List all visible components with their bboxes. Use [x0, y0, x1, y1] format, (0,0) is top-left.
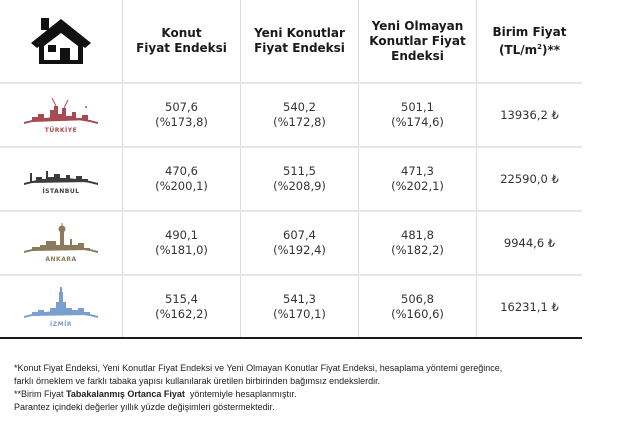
- city-logo-cell: [0, 148, 122, 210]
- birim-fiyat-value: [476, 84, 582, 146]
- city-name: ANKARA: [45, 256, 77, 263]
- index-value: 471,3: [401, 164, 434, 178]
- header-text: Fiyat Endeksi: [254, 41, 345, 55]
- annual-change: (%173,8): [155, 115, 208, 129]
- footnote-text: **Birim Fiyat: [14, 389, 67, 399]
- skyline-icon: [22, 163, 100, 187]
- yeni-value: [240, 148, 358, 210]
- footnote-line: [14, 388, 502, 401]
- index-value: 540,2: [283, 100, 316, 114]
- header-icon-cell: [0, 0, 122, 82]
- yeni-value: [240, 84, 358, 146]
- annual-change: (%202,1): [391, 179, 444, 193]
- annual-change: (%160,6): [391, 306, 444, 321]
- city-logo-cell: [0, 276, 122, 337]
- eski-value: [358, 212, 476, 274]
- footnote-line: Parantez içindeki değerler yıllık yüzde değişimleri göstermektedir.: [14, 402, 275, 412]
- annual-change: (%162,2): [155, 306, 208, 321]
- footnote-text: yöntemiyle hesaplanmıştır.: [184, 389, 297, 399]
- eski-value: [358, 148, 476, 210]
- index-value: 507,6: [165, 100, 198, 114]
- footnote-bold-text: Tabakalanmış Ortanca Fiyat: [66, 389, 185, 399]
- annual-change: (%170,1): [273, 306, 326, 321]
- table-row-istanbul: [0, 146, 582, 210]
- index-value: 515,4: [165, 291, 198, 306]
- index-value: 481,8: [401, 228, 434, 242]
- konut-value: [122, 148, 240, 210]
- izmir-skyline-logo: [22, 286, 100, 328]
- index-value: 470,6: [165, 164, 198, 178]
- skyline-icon: [22, 286, 100, 320]
- header-text: Endeksi: [391, 48, 444, 63]
- istanbul-skyline-logo: [22, 163, 100, 195]
- table-row-izmir: [0, 274, 582, 339]
- annual-change: (%200,1): [155, 179, 208, 193]
- header-text: Yeni Olmayan: [371, 18, 464, 33]
- city-name: İZMİR: [50, 320, 72, 328]
- ankara-skyline-logo: [22, 223, 100, 263]
- table-header: [0, 0, 582, 82]
- yeni-value: [240, 212, 358, 274]
- annual-change: (%172,8): [273, 115, 326, 129]
- annual-change: (%182,2): [391, 243, 444, 257]
- konut-value: [122, 276, 240, 337]
- unit-superscript: 2: [537, 42, 543, 51]
- unit-text: (TL/m: [498, 42, 538, 57]
- eski-value: [358, 84, 476, 146]
- footnote-line: farklı örneklem ve farklı tabaka yapısı kullanılarak üretilen birbirinden bağımsız endekslerdir.: [14, 376, 381, 386]
- index-value: 501,1: [401, 100, 434, 114]
- index-value: 506,8: [401, 291, 434, 306]
- header-text: Yeni Konutlar: [254, 26, 345, 40]
- annual-change: (%208,9): [273, 179, 326, 193]
- header-text: Fiyat Endeksi: [136, 41, 227, 55]
- house-icon: [29, 16, 93, 66]
- header-text: Birim Fiyat: [492, 24, 567, 39]
- eski-value: [358, 276, 476, 337]
- unit-price: 13936,2 ₺: [500, 108, 559, 122]
- unit-suffix: )**: [542, 42, 561, 57]
- footnote-line: *Konut Fiyat Endeksi, Yeni Konutlar Fiyat Endeksi ve Yeni Olmayan Konutlar Fiyat Endeksi, hesaplama yöntemi gereğince,: [14, 363, 503, 373]
- turkiye-skyline-logo: [22, 96, 100, 134]
- unit-price: 9944,6 ₺: [503, 236, 556, 250]
- index-value: 490,1: [165, 228, 198, 242]
- birim-fiyat-value: [476, 276, 582, 337]
- skyline-icon: [22, 96, 100, 126]
- table-row-ankara: [0, 210, 582, 274]
- col-header-yeni-olmayan: [358, 0, 476, 82]
- index-value: 541,3: [283, 291, 316, 306]
- city-logo-cell: [0, 212, 122, 274]
- index-value: 511,5: [283, 164, 316, 178]
- index-value: 607,4: [283, 228, 316, 242]
- header-text: [499, 40, 560, 58]
- annual-change: (%174,6): [391, 115, 444, 129]
- header-text: Konutlar Fiyat: [369, 33, 466, 48]
- col-header-yeni-konutlar: [240, 0, 358, 82]
- unit-price: 22590,0 ₺: [500, 172, 559, 186]
- city-logo-cell: [0, 84, 122, 146]
- header-text: Konut: [161, 26, 202, 40]
- yeni-value: [240, 276, 358, 337]
- konut-value: [122, 84, 240, 146]
- annual-change: (%181,0): [155, 243, 208, 257]
- birim-fiyat-value: [476, 212, 582, 274]
- konut-value: [122, 212, 240, 274]
- skyline-icon: [22, 223, 100, 255]
- footnotes: [14, 362, 502, 414]
- city-name: İSTANBUL: [42, 188, 80, 195]
- annual-change: (%192,4): [273, 243, 326, 257]
- table-row-turkiye: [0, 82, 582, 146]
- birim-fiyat-value: [476, 148, 582, 210]
- unit-price: 16231,1 ₺: [500, 299, 559, 314]
- col-header-birim-fiyat: [476, 0, 582, 82]
- city-name: TÜRKİYE: [44, 127, 78, 134]
- col-header-konut: [122, 0, 240, 82]
